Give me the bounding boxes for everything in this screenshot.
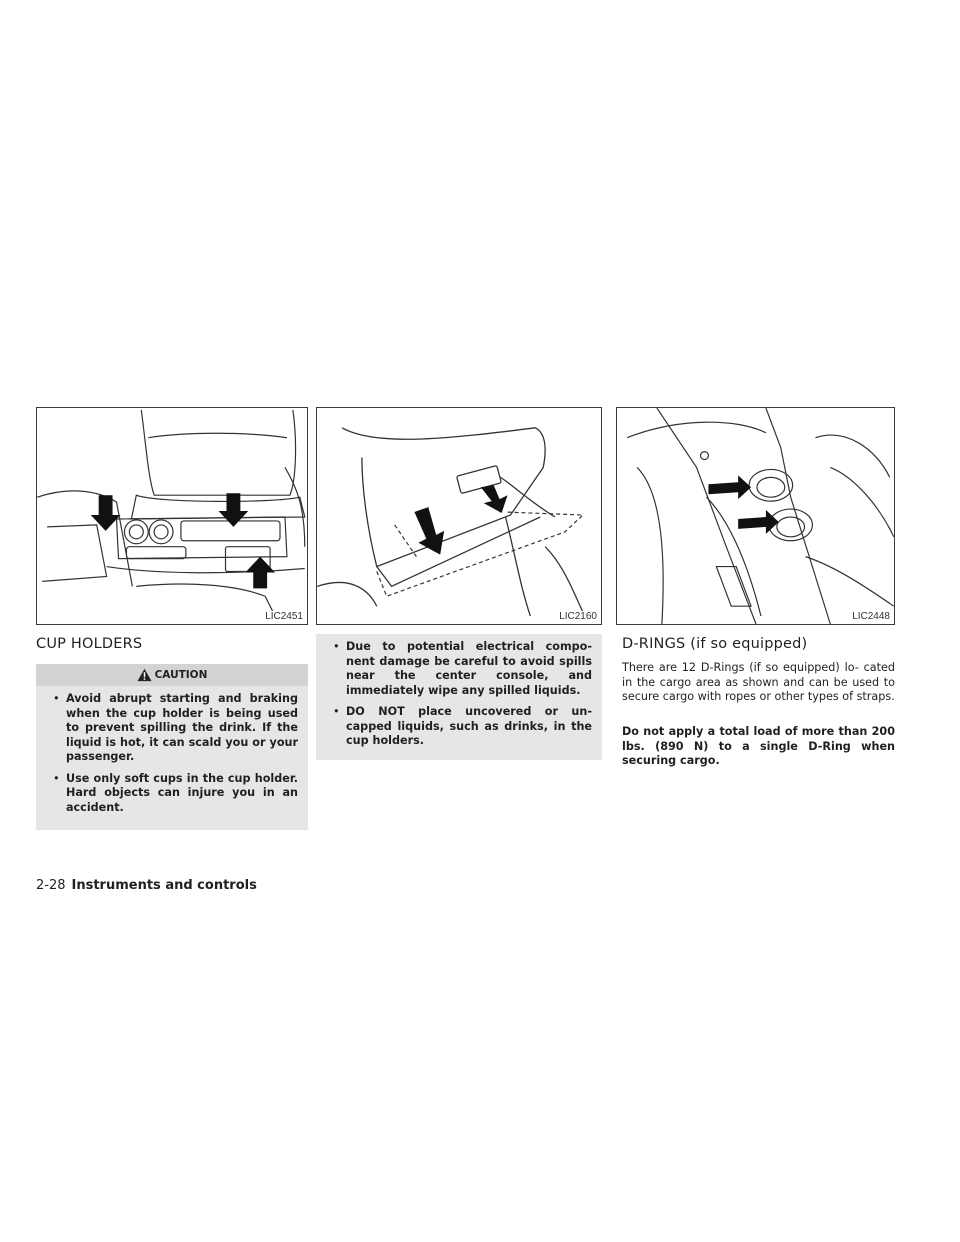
caution-header <box>36 664 308 686</box>
d-rings-figure <box>616 407 895 625</box>
caution-item: • Avoid abrupt starting and braking when the cup holder is being used to prevent spilling the drink. If the liquid is hot, it can scald you or your passenger. <box>52 692 298 765</box>
cup-holder-illustration <box>37 408 307 624</box>
caution-list <box>36 686 308 830</box>
page-number: 2-28 <box>36 878 66 893</box>
glove-box-figure <box>316 407 602 625</box>
caution-item: • Use only soft cups in the cup holder. Hard objects can injure you in an accident. <box>52 772 298 816</box>
caution-box <box>36 664 308 830</box>
d-rings-illustration <box>617 408 894 624</box>
d-rings-heading: D-RINGS (if so equipped) <box>622 636 808 652</box>
d-rings-warning: Do not apply a total load of more than 200 lbs. (890 N) to a single D-Ring when securing cargo. <box>622 725 895 767</box>
figure-code: LIC2451 <box>265 611 303 622</box>
figure-code: LIC2448 <box>852 611 890 622</box>
section-title: Instruments and controls <box>71 878 257 893</box>
cup-holders-heading: CUP HOLDERS <box>36 636 143 652</box>
caution-box-continued <box>316 634 602 760</box>
figure-code: LIC2160 <box>559 611 597 622</box>
caution-item: • Due to potential electrical compo- nent damage be careful to avoid spills near the center console, and immediately wipe any spilled liquids. <box>332 640 592 698</box>
caution-item: • DO NOT place uncovered or un- capped liquids, such as drinks, in the cup holders. <box>332 705 592 749</box>
cup-holder-figure <box>36 407 308 625</box>
d-rings-paragraph: There are 12 D-Rings (if so equipped) lo- cated in the cargo area as shown and can be used to secure cargo with ropes or other types of straps. <box>622 661 895 703</box>
page-footer <box>36 878 257 893</box>
glove-box-illustration <box>317 408 601 624</box>
caution-label: CAUTION <box>154 669 208 681</box>
warning-triangle-icon <box>137 668 152 682</box>
caution-list <box>316 634 602 760</box>
